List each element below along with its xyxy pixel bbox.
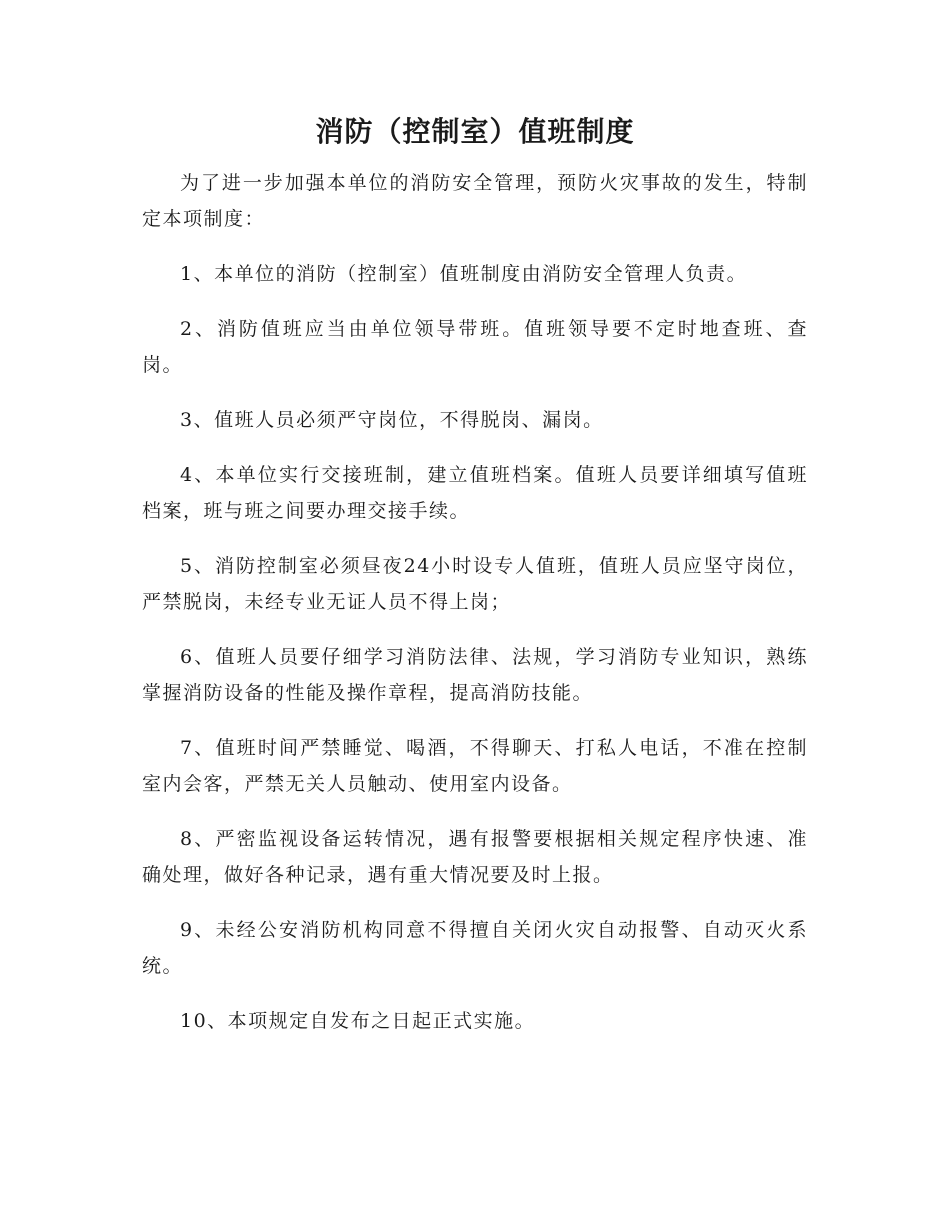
rule-item-9: 9、未经公安消防机构同意不得擅自关闭火灾自动报警、自动灭火系统。 (142, 919, 808, 977)
rule-item-7: 7、值班时间严禁睡觉、喝酒，不得聊天、打私人电话，不准在控制室内会客，严禁无关人员触动、使用室内设备。 (142, 737, 808, 795)
rule-item-2: 2、消防值班应当由单位领导带班。值班领导要不定时地查班、查岗。 (142, 318, 808, 376)
document-title: 消防（控制室）值班制度 (315, 115, 635, 148)
document-body (142, 165, 808, 1058)
rule-item-3: 3、值班人员必须严守岗位，不得脱岗、漏岗。 (180, 409, 604, 431)
rule-item-1: 1、本单位的消防（控制室）值班制度由消防安全管理人负责。 (180, 263, 748, 285)
rule-item-8: 8、严密监视设备运转情况，遇有报警要根据相关规定程序快速、准确处理，做好各种记录，遇有重大情况要及时上报。 (142, 828, 808, 886)
rule-item-6: 6、值班人员要仔细学习消防法律、法规，学习消防专业知识，熟练掌握消防设备的性能及操作章程，提高消防技能。 (142, 646, 808, 704)
rule-item-10: 10、本项规定自发布之日起正式实施。 (180, 1010, 536, 1032)
intro-paragraph: 为了进一步加强本单位的消防安全管理，预防火灾事故的发生，特制定本项制度： (142, 172, 808, 230)
rule-item-5: 5、消防控制室必须昼夜24小时设专人值班，值班人员应坚守岗位，严禁脱岗，未经专业无证人员不得上岗； (142, 555, 808, 613)
rule-item-4: 4、本单位实行交接班制，建立值班档案。值班人员要详细填写值班档案，班与班之间要办理交接手续。 (142, 464, 808, 522)
